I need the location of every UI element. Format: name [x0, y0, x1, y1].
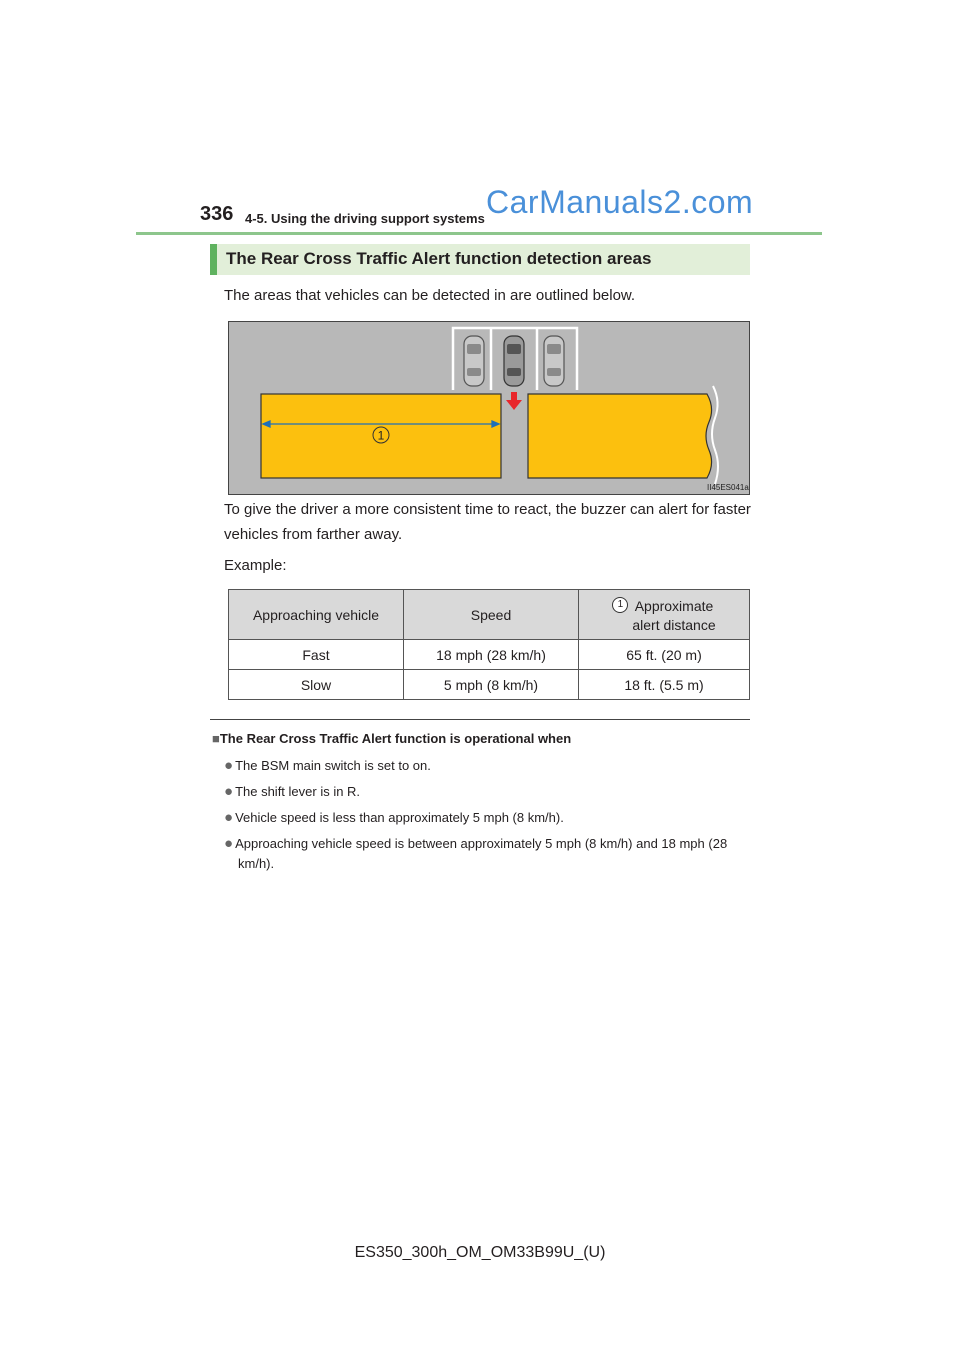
header-rule [136, 232, 822, 235]
header-distance [579, 590, 750, 640]
table-cell: 18 mph (28 km/h) [404, 640, 579, 670]
list-item [224, 756, 750, 776]
list-item [224, 808, 750, 828]
bullet-text: Approaching vehicle speed is between approximately 5 mph (8 km/h) and 18 mph (28 km/h). [235, 836, 728, 871]
bullet-icon: ● [224, 835, 234, 852]
parked-car-right [544, 336, 564, 386]
header-distance-line2: alert distance [632, 617, 716, 633]
table-row [229, 640, 750, 670]
callout-number: 1 [377, 428, 385, 443]
break-line [712, 386, 718, 484]
header-speed: Speed [404, 590, 579, 640]
bullet-text: Vehicle speed is less than approximately 5 mph (8 km/h). [235, 810, 564, 825]
diagram-svg [229, 322, 749, 494]
diagram-code: II45ES041a [707, 483, 749, 492]
notes-rule [210, 719, 750, 720]
parked-car-left [464, 336, 484, 386]
table-row [229, 670, 750, 700]
reversing-car [504, 336, 524, 386]
section-heading-box [210, 244, 750, 275]
page-footer: ES350_300h_OM_OM33B99U_(U) [354, 1244, 606, 1261]
bullet-text: The shift lever is in R. [235, 784, 361, 799]
right-detection-zone [528, 394, 712, 478]
header-approaching-vehicle: Approaching vehicle [229, 590, 404, 640]
section-header: 4-5. Using the driving support systems [245, 211, 485, 226]
watermark: CarManuals2.com [486, 184, 754, 220]
alert-distance-table [228, 589, 750, 700]
notes-title-text: The Rear Cross Traffic Alert function is operational when [219, 731, 572, 746]
distance-callout-badge: 1 [612, 597, 628, 613]
detection-area-diagram [228, 321, 750, 495]
page-number: 336 [200, 203, 234, 225]
notes-title [212, 731, 571, 746]
bullet-icon: ● [224, 757, 234, 774]
reverse-direction-arrow [506, 392, 522, 410]
bullet-text: The BSM main switch is set to on. [235, 758, 431, 773]
square-marker-icon: ■ [212, 731, 220, 746]
list-item [224, 782, 750, 802]
bullet-icon: ● [224, 809, 234, 826]
example-label: Example: [224, 557, 287, 574]
bullet-icon: ● [224, 783, 234, 800]
table-cell: 5 mph (8 km/h) [404, 670, 579, 700]
table-cell: Slow [229, 670, 404, 700]
intro-paragraph: The areas that vehicles can be detected in are outlined below. [224, 287, 636, 304]
table-header-row [229, 590, 750, 640]
header-distance-line1: Approximate [634, 598, 714, 614]
section-heading: The Rear Cross Traffic Alert function detection areas [226, 249, 652, 268]
table-cell: 65 ft. (20 m) [579, 640, 750, 670]
body-paragraph: To give the driver a more consistent time to react, the buzzer can alert for faster vehicles from farther away. [224, 501, 751, 543]
list-item [224, 834, 750, 874]
table-cell: 18 ft. (5.5 m) [579, 670, 750, 700]
table-cell: Fast [229, 640, 404, 670]
